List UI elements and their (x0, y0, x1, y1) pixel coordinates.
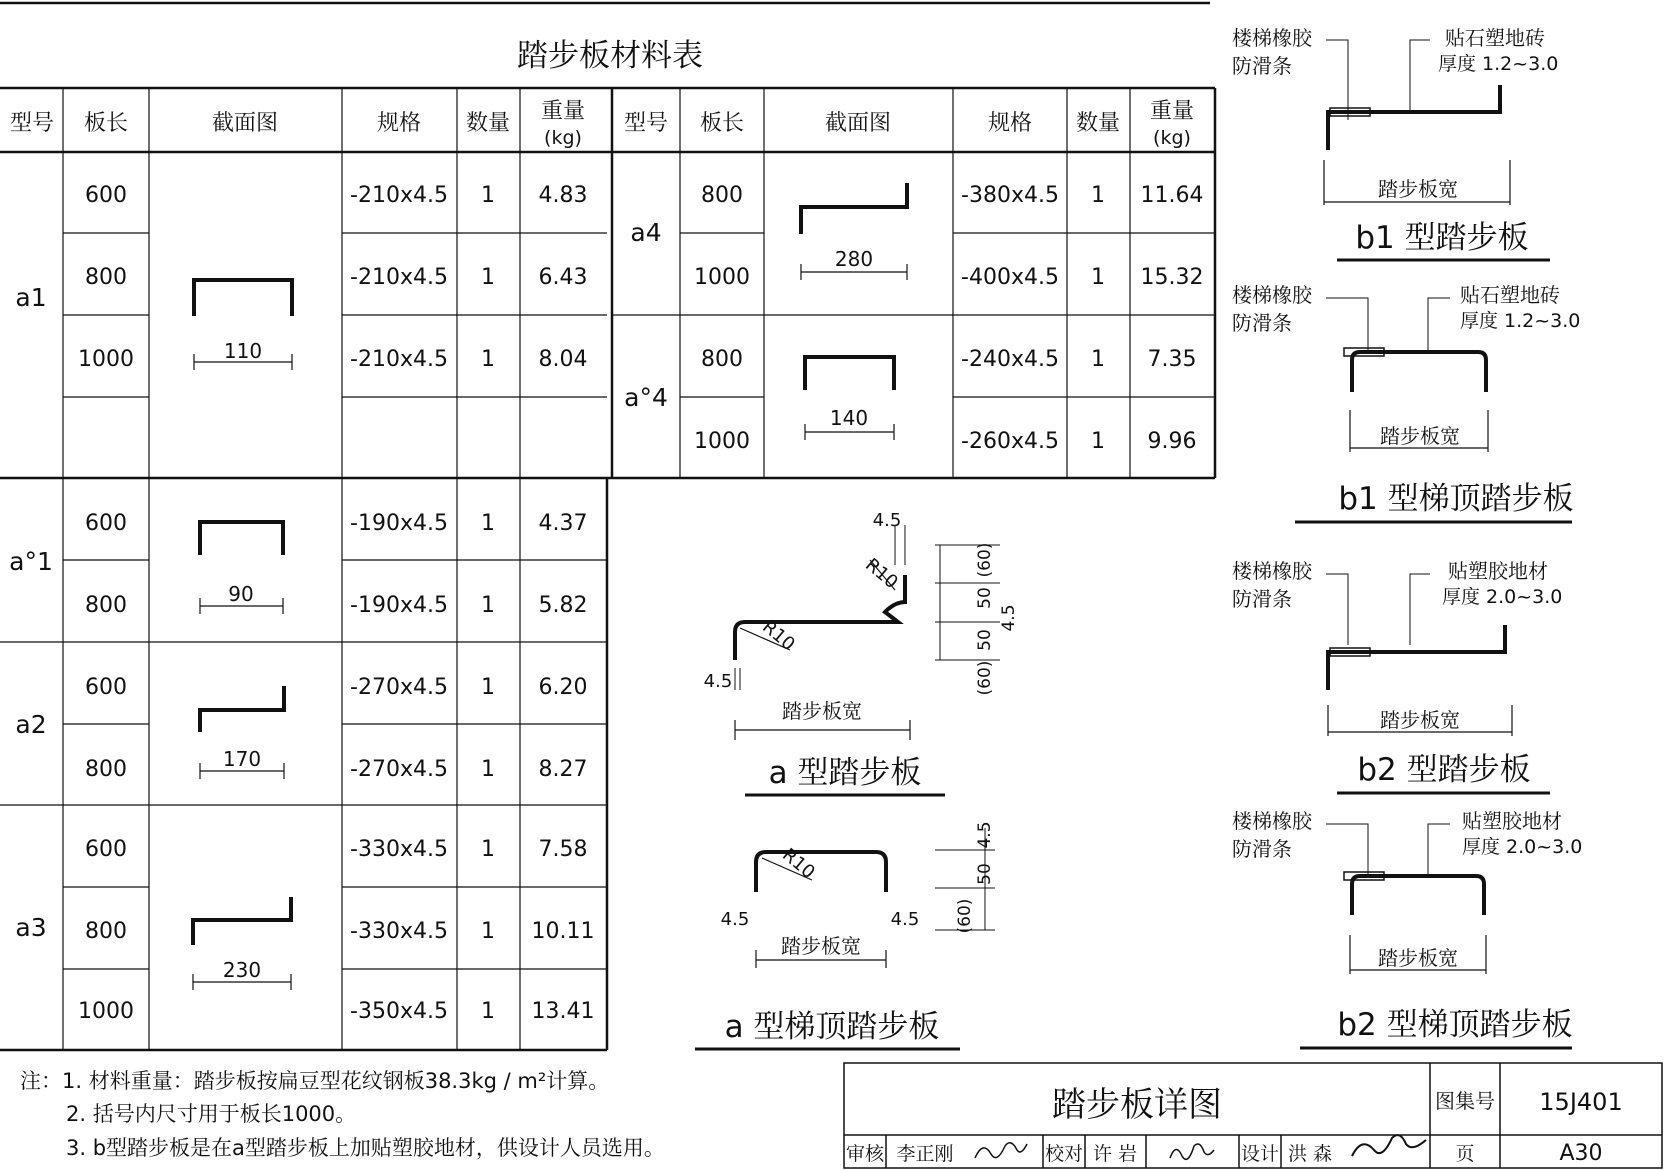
cell-spec: -210x4.5 (350, 183, 448, 208)
cell-spec: -330x4.5 (350, 919, 448, 944)
title-block (844, 1063, 1662, 1168)
label-strip: 楼梯橡胶 (1232, 559, 1312, 583)
cell-qty: 1 (481, 511, 495, 536)
table-title: 踏步板材料表 (517, 38, 703, 74)
label-tile: 贴石塑地砖 (1445, 26, 1545, 50)
label-tile: 贴石塑地砖 (1460, 283, 1560, 307)
label-d60: (60) (955, 898, 975, 934)
cell-length: 800 (701, 347, 743, 372)
cell-length: 800 (85, 265, 127, 290)
cell-length: 600 (85, 511, 127, 536)
label-d50: 50 (975, 863, 995, 885)
cell-qty: 1 (481, 183, 495, 208)
label-strip2: 防滑条 (1232, 54, 1292, 78)
cell-qty: 1 (481, 265, 495, 290)
cell-length: 800 (85, 919, 127, 944)
label-tile: 贴塑胶地材 (1448, 559, 1548, 583)
label-d60b: (60) (975, 660, 995, 696)
label-tile: 贴塑胶地材 (1462, 809, 1562, 833)
header-section-r: 截面图 (824, 111, 892, 136)
cell-length: 1000 (78, 999, 134, 1024)
type-a01: a°1 (9, 547, 53, 576)
reviewer-name: 李正刚 (896, 1143, 954, 1165)
cell-length: 1000 (694, 265, 750, 290)
check-label: 校对 (1044, 1143, 1084, 1165)
checker-signature (1170, 1144, 1214, 1159)
cell-length: 1000 (78, 347, 134, 372)
cell-length: 800 (85, 757, 127, 782)
label-tile2: 厚度 2.0~3.0 (1462, 836, 1583, 858)
checker-name: 许 岩 (1092, 1143, 1138, 1165)
atlas-number: 15J401 (1539, 1088, 1623, 1116)
cell-weight: 5.82 (538, 593, 588, 618)
cell-length: 800 (701, 183, 743, 208)
diagram-title: b1 型梯顶踏步板 (1338, 481, 1574, 517)
label-d50b: 50 (975, 629, 995, 651)
dim-a2: 170 (222, 747, 262, 771)
diagram-title: b2 型梯顶踏步板 (1337, 1007, 1573, 1043)
dim-a3: 230 (222, 958, 262, 982)
designer-signature (1352, 1135, 1426, 1156)
note-2: 2. 括号内尺寸用于板长1000。 (66, 1102, 357, 1126)
cell-weight: 6.20 (538, 675, 588, 700)
header-qty: 数量 (465, 111, 511, 136)
label-width: 踏步板宽 (782, 699, 862, 723)
type-a2: a2 (15, 710, 47, 739)
cell-weight: 4.37 (538, 511, 588, 536)
cell-qty: 1 (1091, 265, 1105, 290)
label-t-left: 4.5 (703, 671, 733, 692)
dim-a4: 280 (834, 247, 874, 271)
cell-qty: 1 (481, 675, 495, 700)
cell-weight: 6.43 (538, 265, 588, 290)
diagram-a-top (695, 821, 995, 1049)
cell-qty: 1 (1091, 429, 1105, 454)
label-strip2: 防滑条 (1232, 837, 1292, 861)
label-width: 踏步板宽 (781, 934, 861, 958)
label-r2: R10 (758, 616, 799, 656)
drawing-title: 踏步板详图 (1052, 1085, 1222, 1125)
type-a1: a1 (15, 283, 47, 312)
label-strip2: 防滑条 (1232, 311, 1292, 335)
label-width: 踏步板宽 (1380, 424, 1460, 448)
label-width: 踏步板宽 (1378, 177, 1458, 201)
cell-weight: 9.96 (1147, 429, 1197, 454)
cell-weight: 13.41 (531, 999, 595, 1024)
cell-qty: 1 (481, 757, 495, 782)
header-qty-r: 数量 (1075, 111, 1121, 136)
label-width: 踏步板宽 (1380, 708, 1460, 732)
cell-length: 1000 (694, 429, 750, 454)
diagram-b2-top (1232, 809, 1582, 1048)
diagram-title: b1 型踏步板 (1355, 220, 1529, 256)
cell-spec: -400x4.5 (961, 265, 1059, 290)
diagram-a-tread (704, 510, 1019, 795)
cell-spec: -240x4.5 (961, 347, 1059, 372)
dim-a1: 110 (223, 339, 263, 363)
page-label: 页 (1455, 1143, 1475, 1165)
type-a3: a3 (15, 913, 47, 942)
label-r1: R10 (861, 554, 902, 594)
label-strip: 楼梯橡胶 (1232, 283, 1312, 307)
diagram-title: a 型踏步板 (768, 755, 922, 791)
header-spec-r: 规格 (987, 111, 1033, 136)
cell-spec: -380x4.5 (961, 183, 1059, 208)
header-weight-unit: (kg) (544, 127, 582, 149)
label-d60a: (60) (975, 542, 995, 578)
cell-spec: -270x4.5 (350, 757, 448, 782)
type-a04: a°4 (624, 383, 668, 412)
header-type-r: 型号 (623, 111, 669, 136)
header-type: 型号 (9, 111, 55, 136)
design-label: 设计 (1240, 1143, 1280, 1165)
label-strip2: 防滑条 (1232, 587, 1292, 611)
cell-length: 600 (85, 837, 127, 862)
cell-weight: 11.64 (1140, 183, 1204, 208)
header-weight: 重量 (540, 99, 586, 124)
label-strip: 楼梯橡胶 (1232, 26, 1312, 50)
label-t-left: 4.5 (720, 909, 750, 930)
cell-weight: 7.58 (538, 837, 588, 862)
cell-qty: 1 (481, 593, 495, 618)
header-weight-r: 重量 (1149, 99, 1195, 124)
cell-spec: -190x4.5 (350, 511, 448, 536)
label-d45: 4.5 (975, 821, 995, 849)
dim-a04: 140 (829, 406, 869, 430)
cell-weight: 8.04 (538, 347, 588, 372)
diagram-b1-top (1232, 283, 1580, 522)
label-strip: 楼梯橡胶 (1232, 809, 1312, 833)
cell-qty: 1 (481, 919, 495, 944)
header-weight-unit-r: (kg) (1153, 127, 1191, 149)
header-length: 板长 (83, 111, 129, 136)
label-tile2: 厚度 1.2~3.0 (1438, 53, 1559, 75)
note-3: 3. b型踏步板是在a型踏步板上加贴塑胶地材，供设计人员选用。 (66, 1136, 665, 1160)
cell-spec: -190x4.5 (350, 593, 448, 618)
designer-name: 洪 森 (1287, 1143, 1333, 1165)
cell-qty: 1 (481, 347, 495, 372)
label-tile2: 厚度 2.0~3.0 (1442, 586, 1563, 608)
type-a4: a4 (630, 218, 662, 247)
cell-weight: 15.32 (1140, 265, 1204, 290)
atlas-label: 图集号 (1435, 1089, 1495, 1113)
label-tile2: 厚度 1.2~3.0 (1460, 310, 1581, 332)
cell-length: 800 (85, 593, 127, 618)
diagram-title: a 型梯顶踏步板 (724, 1009, 940, 1045)
cell-weight: 7.35 (1147, 347, 1197, 372)
cell-qty: 1 (1091, 183, 1105, 208)
dim-a01: 90 (228, 582, 254, 606)
cell-qty: 1 (481, 999, 495, 1024)
cell-length: 600 (85, 183, 127, 208)
header-section: 截面图 (211, 111, 279, 136)
label-d50a: 50 (975, 587, 995, 609)
notes (20, 1069, 665, 1161)
cell-qty: 1 (481, 837, 495, 862)
header-spec: 规格 (376, 111, 422, 136)
cell-weight: 8.27 (538, 757, 588, 782)
label-r: R10 (778, 844, 819, 884)
diagram-b2 (1232, 559, 1562, 793)
material-table (0, 3, 1215, 1050)
cell-spec: -210x4.5 (350, 265, 448, 290)
diagram-b1 (1232, 26, 1558, 260)
label-t-top: 4.5 (872, 510, 902, 531)
cell-qty: 1 (1091, 347, 1105, 372)
reviewer-signature (975, 1143, 1027, 1158)
cell-spec: -260x4.5 (961, 429, 1059, 454)
diagram-title: b2 型踏步板 (1357, 752, 1531, 788)
cell-weight: 4.83 (538, 183, 588, 208)
label-t-right: 4.5 (890, 909, 920, 930)
note-1: 注：1. 材料重量：踏步板按扁豆型花纹钢板38.3kg / m²计算。 (20, 1069, 610, 1093)
header-length-r: 板长 (699, 111, 745, 136)
cell-spec: -350x4.5 (350, 999, 448, 1024)
page-number: A30 (1559, 1141, 1603, 1166)
cell-spec: -210x4.5 (350, 347, 448, 372)
cell-length: 600 (85, 675, 127, 700)
review-label: 审核 (845, 1143, 885, 1165)
label-d45: 4.5 (999, 604, 1019, 632)
label-width: 踏步板宽 (1378, 946, 1458, 970)
cell-spec: -270x4.5 (350, 675, 448, 700)
cell-spec: -330x4.5 (350, 837, 448, 862)
cell-weight: 10.11 (531, 919, 595, 944)
